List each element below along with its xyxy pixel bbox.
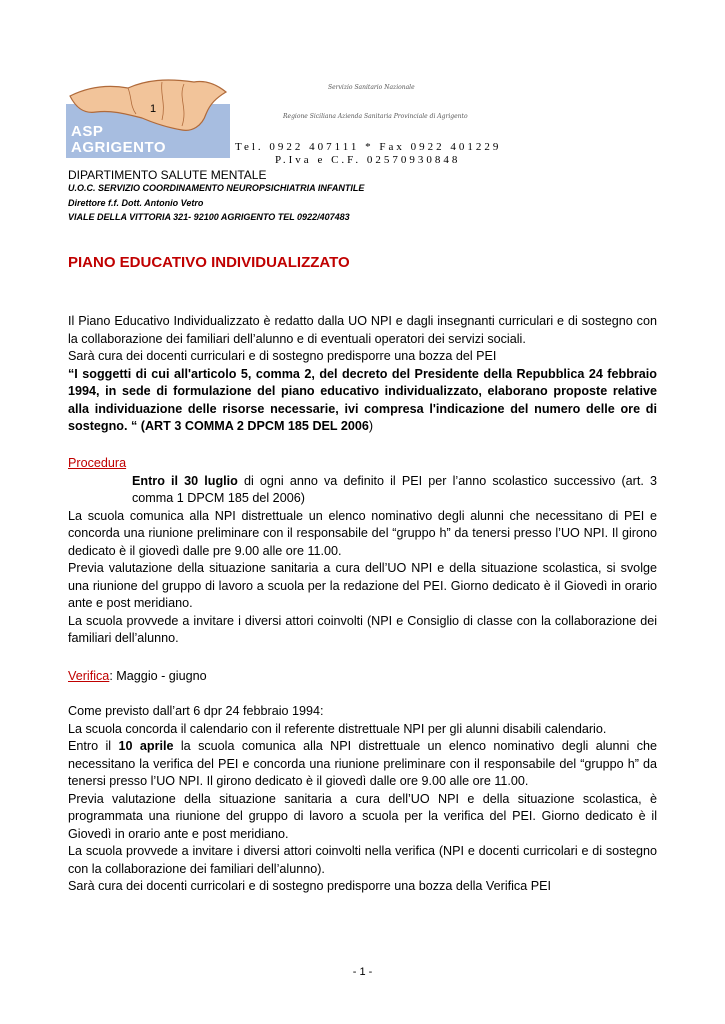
address: VIALE DELLA VITTORIA 321- 92100 AGRIGENTO TEL 0922/407483 bbox=[68, 212, 350, 222]
verifica-section bbox=[68, 668, 657, 896]
ssn-label: Servizio Sanitario Nazionale bbox=[328, 84, 415, 91]
procedura-paragraph-2: Previa valutazione della situazione sanitaria a cura dell’UO NPI e della situazione scolastica, si svolge una riunione del gruppo di lavoro a scuola per la redazione del PEI. Giorno dedicato è il Giovedì in orario ante e post meridiano. bbox=[68, 561, 657, 610]
entro-rest: di ogni anno va definito il PEI per l’anno scolastico successivo (art. 3 comma 1 DPCM 185 del 2006) bbox=[132, 473, 657, 505]
document-title: PIANO EDUCATIVO INDIVIDUALIZZATO bbox=[68, 254, 350, 271]
uoc-name: U.O.C. SERVIZIO COORDINAMENTO NEUROPSICHIATRIA INFANTILE bbox=[68, 183, 365, 193]
verifica-paragraph-5: La scuola provvede a invitare i diversi attori coinvolti nella verifica (NPI e docenti curricolari e di sostegno con la collaborazione dei familiari dell’alunno). bbox=[68, 844, 657, 876]
piva-cf: P.Iva e C.F. 02570930848 bbox=[275, 154, 461, 166]
verifica-paragraph-6: Sarà cura dei docenti curricolari e di sostegno predisporre una bozza della Verifica PEI bbox=[68, 879, 552, 893]
procedura-paragraph-1: La scuola comunica alla NPI distrettuale un elenco nominativo degli alunni che necessitano di PEI e concorda una riunione preliminare con il responsabile del “gruppo h” da tenersi presso l’UO NPI. Il girono dedicato è il giovedì dalle pre 9.00 alle ore 11.00. bbox=[68, 508, 657, 558]
verifica-p3-rest: la scuola comunica alla NPI distrettuale un elenco nominativo degli alunni che necessitano la verifica del PEI e concorda una riunione preliminare con il responsabile del “gruppo h” da tenersi presso l’UO NPI. Il girono dedicato è il giovedì dalle ore 9.00 alle ore 11.00. bbox=[68, 739, 657, 788]
intro-paragraph-bozza: Sarà cura dei docenti curriculari e di sostegno predisporre una bozza del PEI bbox=[68, 349, 497, 363]
logo-text-asp: ASP bbox=[71, 123, 104, 140]
intro-quote bbox=[68, 366, 657, 436]
logo-text-agrigento: AGRIGENTO bbox=[71, 139, 167, 156]
intro-paragraph: Il Piano Educativo Individualizzato è redatto dalla UO NPI e dagli insegnanti curriculari e di sostegno con la collaborazione dei familiari dell’alunno e di eventuali operatori dei servizi sociali. bbox=[68, 314, 657, 346]
verifica-paragraph-3 bbox=[68, 738, 657, 791]
procedura-paragraph-3: La scuola provvede a invitare i diversi attori coinvolti (NPI e Consiglio di classe con la collaborazione dei familiari dell’alunno. bbox=[68, 613, 657, 645]
verifica-paragraph-2: La scuola concorda il calendario con il referente distrettuale NPI per gli alunni disabili calendario. bbox=[68, 721, 607, 736]
verifica-p3-date: 10 aprile bbox=[118, 739, 174, 753]
svg-text:1: 1 bbox=[150, 103, 157, 115]
asp-logo bbox=[66, 74, 230, 158]
verifica-period: : Maggio - giugno bbox=[109, 669, 207, 683]
verifica-paragraph-1: Come previsto dall’art 6 dpr 24 febbraio 1994: bbox=[68, 704, 324, 718]
page-number: - 1 - bbox=[352, 966, 373, 978]
quote-end: ) bbox=[368, 419, 374, 433]
verifica-p3-start: Entro il bbox=[68, 739, 119, 753]
department-name: DIPARTIMENTO SALUTE MENTALE bbox=[68, 168, 267, 182]
verifica-heading: Verifica bbox=[68, 669, 110, 683]
procedura-entro bbox=[68, 473, 657, 508]
intro-section bbox=[68, 313, 657, 436]
entro-date: Entro il 30 luglio bbox=[132, 473, 238, 488]
verifica-paragraph-4: Previa valutazione della situazione sanitaria a cura dell’UO NPI e della situazione scolastica, è programmata una riunione del gruppo di lavoro a scuola per la verifica del PEI. Giorno dedicato è il Giovedì in orario ante e post meridiano. bbox=[68, 791, 657, 841]
procedura-heading: Procedura bbox=[68, 456, 127, 470]
verifica-heading-line bbox=[68, 668, 657, 686]
director-name: Direttore f.f. Dott. Antonio Vetro bbox=[68, 198, 204, 208]
quote-bold-text: “I soggetti di cui all'articolo 5, comma 2, del decreto del Presidente della Repubblica 24 febbraio 1994, in sede di formulazione del piano educativo individualizzato, elaborano proposte relative alla individuazione delle risorse necessarie, ivi compresa l'indicazione del numero delle ore di sostegno. “ (ART 3 COMMA 2 DPCM 185 DEL 2006 bbox=[68, 366, 657, 433]
procedura-section bbox=[68, 455, 657, 648]
tel-fax: Tel. 0922 407111 * Fax 0922 401229 bbox=[235, 141, 502, 153]
regione-label: Regione Siciliana Azienda Sanitaria Provinciale di Agrigento bbox=[283, 113, 468, 120]
